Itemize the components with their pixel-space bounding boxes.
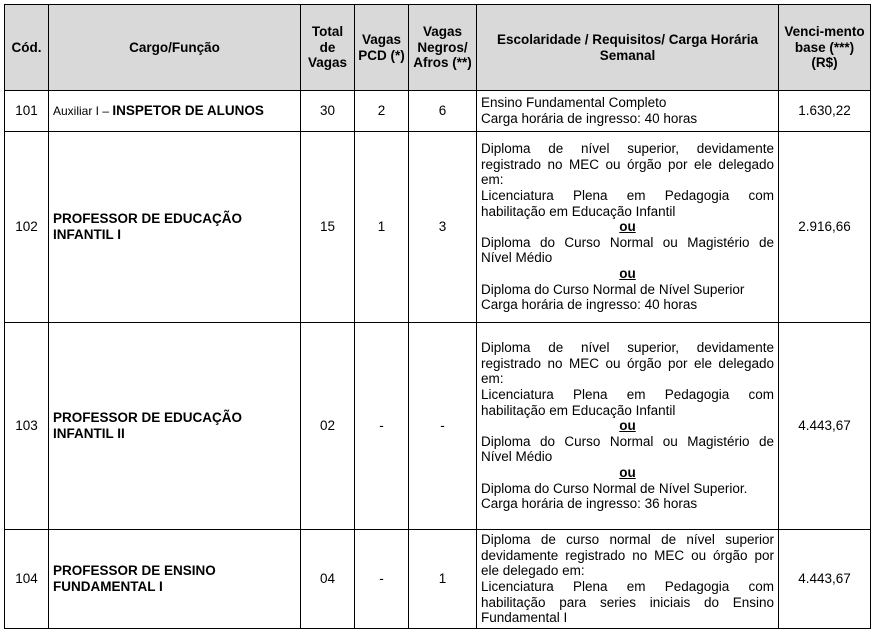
ou-separator: ou <box>619 265 636 281</box>
requisito-text: Diploma de nível superior, devidamente registrado no MEC ou órgão por ele delegado em: <box>481 340 774 387</box>
salario-cell: 4.443,67 <box>779 530 871 629</box>
cargo-name: INSPETOR DE ALUNOS <box>112 102 264 118</box>
pcd-cell: - <box>355 323 409 530</box>
cargos-table <box>4 4 871 629</box>
salario-cell: 2.916,66 <box>779 132 871 323</box>
total-cell: 30 <box>301 91 355 132</box>
requisitos-cell <box>477 530 779 629</box>
cargo-cell: PROFESSOR DE EDUCAÇÃO INFANTIL I <box>49 132 301 323</box>
cargo-cell <box>49 91 301 132</box>
requisito-text: Diploma de nível superior, devidamente registrado no MEC ou órgão por ele delegado em: <box>481 141 774 188</box>
carga-horaria: Carga horária de ingresso: 40 horas <box>481 297 698 313</box>
cargo-prefix: Auxiliar I – <box>53 103 113 118</box>
carga-horaria: Carga horária de ingresso: 36 horas <box>481 496 698 512</box>
ou-separator: ou <box>619 464 636 480</box>
header-total: Total de Vagas <box>301 5 355 91</box>
requisitos-cell <box>477 132 779 323</box>
total-cell: 04 <box>301 530 355 629</box>
table-row <box>5 132 871 323</box>
table-row <box>5 323 871 530</box>
total-cell: 15 <box>301 132 355 323</box>
table-row <box>5 530 871 629</box>
cod-cell: 104 <box>5 530 49 629</box>
salario-cell: 4.443,67 <box>779 323 871 530</box>
requisito-text: Licenciatura Plena em Pedagogia com habilitação para series iniciais do Ensino Fundamental I <box>481 579 774 626</box>
negros-cell: - <box>409 323 477 530</box>
cod-cell: 103 <box>5 323 49 530</box>
header-cargo: Cargo/Função <box>49 5 301 91</box>
pcd-cell: 1 <box>355 132 409 323</box>
cargo-cell: PROFESSOR DE EDUCAÇÃO INFANTIL II <box>49 323 301 530</box>
requisito-text: Diploma do Curso Normal ou Magistério de Nível Médio <box>481 433 774 465</box>
requisitos-cell <box>477 91 779 132</box>
cod-cell: 101 <box>5 91 49 132</box>
salario-cell: 1.630,22 <box>779 91 871 132</box>
requisito-text: Licenciatura Plena em Pedagogia com habilitação em Educação Infantil <box>481 387 774 418</box>
negros-cell: 6 <box>409 91 477 132</box>
negros-cell: 3 <box>409 132 477 323</box>
header-negros: Vagas Negros/ Afros (**) <box>409 5 477 91</box>
cargo-cell: PROFESSOR DE ENSINO FUNDAMENTAL I <box>49 530 301 629</box>
total-cell: 02 <box>301 323 355 530</box>
requisito-text: Diploma de curso normal de nível superior devidamente registrado no MEC ou órgão por ele delegado em: <box>481 532 774 579</box>
header-row <box>5 5 871 91</box>
negros-cell: 1 <box>409 530 477 629</box>
ou-separator: ou <box>619 219 636 235</box>
requisito-text: Ensino Fundamental Completo <box>481 95 667 111</box>
header-pcd: Vagas PCD (*) <box>355 5 409 91</box>
header-cod: Cód. <box>5 5 49 91</box>
pcd-cell: 2 <box>355 91 409 132</box>
requisito-text: Diploma do Curso Normal de Nível Superior <box>481 281 745 297</box>
header-escolaridade: Escolaridade / Requisitos/ Carga Horária Semanal <box>477 5 779 91</box>
table-row <box>5 91 871 132</box>
pcd-cell: - <box>355 530 409 629</box>
cod-cell: 102 <box>5 132 49 323</box>
requisitos-cell <box>477 323 779 530</box>
requisito-text: Diploma do Curso Normal ou Magistério de Nível Médio <box>481 234 774 266</box>
requisito-text: Licenciatura Plena em Pedagogia com habilitação em Educação Infantil <box>481 188 774 219</box>
header-vencimento: Venci-mento base (***) (R$) <box>779 5 871 91</box>
ou-separator: ou <box>619 418 636 434</box>
requisito-text: Diploma do Curso Normal de Nível Superior. <box>481 480 748 496</box>
carga-horaria: Carga horária de ingresso: 40 horas <box>481 111 698 126</box>
